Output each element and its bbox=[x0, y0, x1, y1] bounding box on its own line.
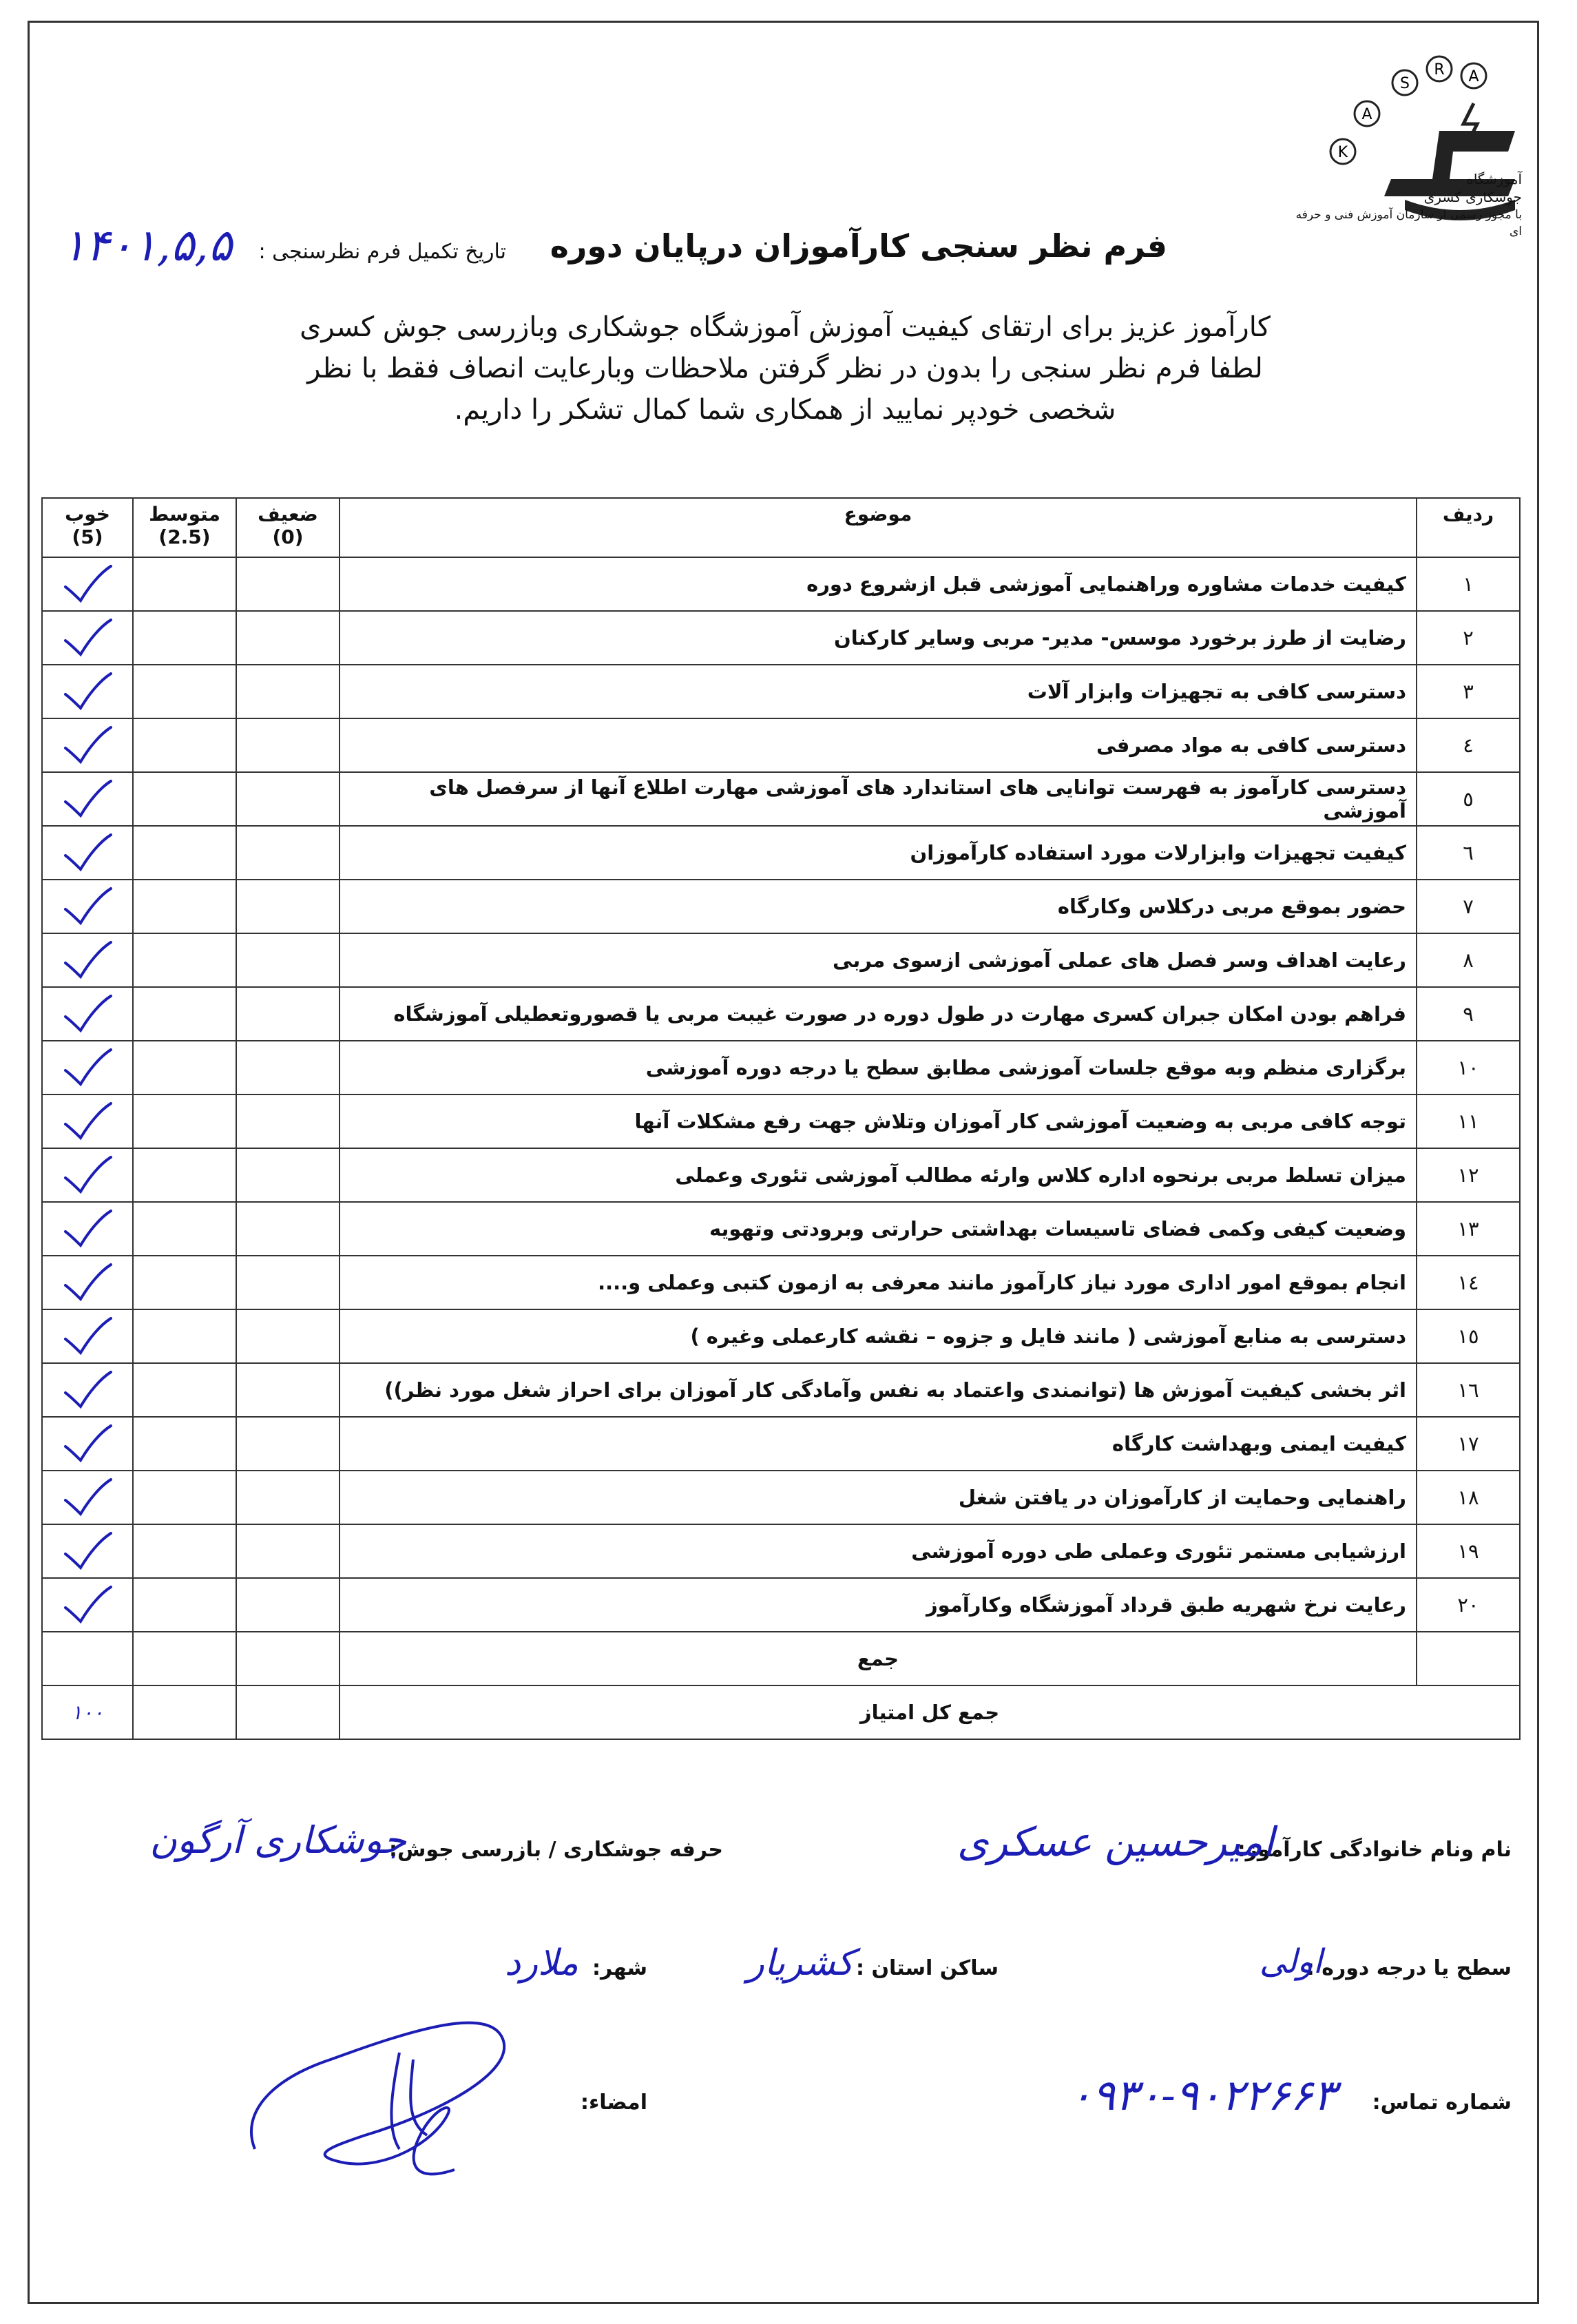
cell-medium bbox=[133, 1309, 236, 1363]
checkmark-icon bbox=[60, 940, 115, 981]
cell-good bbox=[42, 1094, 133, 1148]
cell-medium bbox=[133, 1578, 236, 1632]
row-topic: اثر بخشی کیفیت آموزش ها (توانمندی واعتماد به نفس وآمادگی کار آموزان برای احراز شغل مورد نظر)) bbox=[340, 1363, 1417, 1417]
checkmark-icon bbox=[60, 725, 115, 766]
table-row bbox=[42, 611, 1520, 665]
checkmark-icon bbox=[60, 1423, 115, 1464]
cell-good bbox=[42, 1148, 133, 1202]
table-row bbox=[42, 1363, 1520, 1417]
table-row bbox=[42, 1256, 1520, 1309]
table-row bbox=[42, 1578, 1520, 1632]
cell-good bbox=[42, 880, 133, 933]
row-topic: راهنمایی وحمایت از کارآموزان در یافتن شغل bbox=[340, 1471, 1417, 1524]
cell-medium bbox=[133, 1041, 236, 1094]
table-row bbox=[42, 772, 1520, 826]
cell-weak bbox=[236, 1309, 340, 1363]
logo-badge-a: A bbox=[1361, 106, 1372, 123]
row-number: ۱۸ bbox=[1417, 1471, 1520, 1524]
cell-good bbox=[42, 718, 133, 772]
checkmark-icon bbox=[60, 1531, 115, 1572]
city-label: شهر: bbox=[592, 1956, 647, 1980]
checkmark-icon bbox=[60, 1047, 115, 1088]
cell-medium bbox=[133, 1256, 236, 1309]
cell-medium bbox=[133, 1363, 236, 1417]
cell-good bbox=[42, 933, 133, 987]
checkmark-icon bbox=[60, 1369, 115, 1411]
table-row bbox=[42, 1309, 1520, 1363]
row-number: ۱۷ bbox=[1417, 1417, 1520, 1471]
row-number: ۳ bbox=[1417, 665, 1520, 718]
row-topic: رضایت از طرز برخورد موسس- مدیر- مربی وسایر کارکنان bbox=[340, 611, 1417, 665]
cell-weak bbox=[236, 1256, 340, 1309]
checkmark-icon bbox=[60, 671, 115, 712]
checkmark-icon bbox=[60, 1101, 115, 1142]
logo-line-1: آموزشگاه bbox=[1466, 171, 1522, 187]
intro-paragraph bbox=[62, 307, 1508, 430]
table-row bbox=[42, 557, 1520, 611]
header-good-label: خوب bbox=[65, 503, 110, 526]
row-number: ۲۰ bbox=[1417, 1578, 1520, 1632]
cell-good bbox=[42, 665, 133, 718]
row-topic: کیفیت خدمات مشاوره وراهنمایی آموزشی قبل ازشروع دوره bbox=[340, 557, 1417, 611]
cell-good bbox=[42, 987, 133, 1041]
cell-medium bbox=[133, 1417, 236, 1471]
logo-badge-r: R bbox=[1434, 61, 1445, 79]
row-topic: رعایت اهداف وسر فصل های عملی آموزشی ازسوی مربی bbox=[340, 933, 1417, 987]
sum-row bbox=[42, 1632, 1520, 1685]
cell-good bbox=[42, 611, 133, 665]
cell-weak bbox=[236, 611, 340, 665]
cell-medium bbox=[133, 665, 236, 718]
cell-good bbox=[42, 1578, 133, 1632]
table-row bbox=[42, 1041, 1520, 1094]
row-topic: توجه کافی مربی به وضعیت آموزشی کار آموزان وتلاش جهت رفع مشکلات آنها bbox=[340, 1094, 1417, 1148]
checkmark-icon bbox=[60, 563, 115, 605]
form-title: فرم نظر سنجی کارآموزان درپایان دوره bbox=[550, 227, 1167, 264]
header-medium-score: (2.5) bbox=[158, 526, 211, 548]
checkmark-icon bbox=[60, 617, 115, 658]
cell-medium bbox=[133, 1471, 236, 1524]
cell-good bbox=[42, 1524, 133, 1578]
cell-weak bbox=[236, 933, 340, 987]
sum-label: جمع bbox=[340, 1632, 1417, 1685]
logo-line-2: جوشکاری کسری bbox=[1423, 189, 1522, 205]
table-row bbox=[42, 1094, 1520, 1148]
row-number: ۱٦ bbox=[1417, 1363, 1520, 1417]
row-topic: فراهم بودن امکان جبران کسری مهارت در طول دوره در صورت غیبت مربی یا قصوروتعطیلی آموزشگاه bbox=[340, 987, 1417, 1041]
cell-weak bbox=[236, 880, 340, 933]
province-label: ساکن استان : bbox=[856, 1956, 999, 1980]
cell-medium bbox=[133, 1094, 236, 1148]
row-topic: انجام بموقع امور اداری مورد نیاز کارآموز مانند معرفی به ازمون کتبی وعملی و.... bbox=[340, 1256, 1417, 1309]
row-number: ٦ bbox=[1417, 826, 1520, 880]
total-row bbox=[42, 1685, 1520, 1739]
logo-badge-s: S bbox=[1400, 75, 1410, 92]
cell-medium bbox=[133, 826, 236, 880]
intro-line-1: کارآموز عزیز برای ارتقای کیفیت آموزش آموزشگاه جوشکاری وبازرسی جوش کسری bbox=[300, 311, 1271, 343]
row-number: ۱۳ bbox=[1417, 1202, 1520, 1256]
cell-medium bbox=[133, 987, 236, 1041]
table-row bbox=[42, 880, 1520, 933]
row-topic: ارزشیابی مستمر تئوری وعملی طی دوره آموزشی bbox=[340, 1524, 1417, 1578]
table-row bbox=[42, 665, 1520, 718]
cell-good bbox=[42, 1202, 133, 1256]
cell-good bbox=[42, 826, 133, 880]
table-row bbox=[42, 1202, 1520, 1256]
cell-good bbox=[42, 1363, 133, 1417]
checkmark-icon bbox=[60, 993, 115, 1035]
cell-good bbox=[42, 772, 133, 826]
cell-weak bbox=[236, 772, 340, 826]
date-label: تاریخ تکمیل فرم نظرسنجی : bbox=[258, 240, 506, 264]
table-row bbox=[42, 826, 1520, 880]
cell-medium bbox=[133, 557, 236, 611]
row-topic: دسترسی کارآموز به فهرست توانایی های استاندارد های آموزشی مهارت اطلاع آنها از سرفصل های آموزشی bbox=[340, 772, 1417, 826]
cell-weak bbox=[236, 987, 340, 1041]
cell-weak bbox=[236, 1202, 340, 1256]
level-label: سطح یا درجه دوره : bbox=[1306, 1956, 1512, 1980]
logo-badge-a2: A bbox=[1468, 68, 1479, 85]
name-value: امیرحسین عسکری bbox=[957, 1818, 1274, 1865]
logo-line-3: با مجوز رسمی از سازمان آموزش فنی و حرفه ای bbox=[1295, 208, 1522, 238]
cell-weak bbox=[236, 1471, 340, 1524]
survey-table bbox=[41, 497, 1521, 1740]
cell-weak bbox=[236, 718, 340, 772]
cell-weak bbox=[236, 1094, 340, 1148]
logo-badge-k: K bbox=[1337, 144, 1348, 161]
cell-weak bbox=[236, 1363, 340, 1417]
cell-good bbox=[42, 1041, 133, 1094]
table-row bbox=[42, 1417, 1520, 1471]
table-row bbox=[42, 1471, 1520, 1524]
cell-good bbox=[42, 1471, 133, 1524]
table-row bbox=[42, 1148, 1520, 1202]
row-number: ۱ bbox=[1417, 557, 1520, 611]
province-value: کشریار bbox=[746, 1942, 854, 1984]
checkmark-icon bbox=[60, 1262, 115, 1303]
header-medium-label: متوسط bbox=[149, 503, 220, 526]
table-row bbox=[42, 718, 1520, 772]
city-value: ملارد bbox=[504, 1942, 578, 1984]
cell-weak bbox=[236, 1041, 340, 1094]
header-good bbox=[42, 498, 133, 557]
phone-value: ۰۹۳۰-۹۰۲۲۶۶۳ bbox=[1069, 2070, 1336, 2120]
signature-image bbox=[227, 1977, 551, 2204]
table-row bbox=[42, 987, 1520, 1041]
row-number: ۱۱ bbox=[1417, 1094, 1520, 1148]
cell-weak bbox=[236, 557, 340, 611]
cell-weak bbox=[236, 665, 340, 718]
table-header-row bbox=[42, 498, 1520, 557]
cell-good bbox=[42, 557, 133, 611]
row-topic: دسترسی کافی به تجهیزات وابزار آلات bbox=[340, 665, 1417, 718]
cell-medium bbox=[133, 611, 236, 665]
header-good-score: (5) bbox=[72, 526, 103, 548]
name-label: نام ونام خانوادگی کارآموز: bbox=[1237, 1838, 1512, 1862]
cell-weak bbox=[236, 826, 340, 880]
cell-medium bbox=[133, 1524, 236, 1578]
cell-medium bbox=[133, 933, 236, 987]
intro-line-2: لطفا فرم نظر سنجی را بدون در نظر گرفتن ملاحظات وبارعایت انصاف فقط با نظر bbox=[307, 353, 1263, 384]
checkmark-icon bbox=[60, 1316, 115, 1357]
row-number: ٤ bbox=[1417, 718, 1520, 772]
total-label: جمع کل امتیاز bbox=[340, 1685, 1520, 1739]
cell-medium bbox=[133, 1148, 236, 1202]
header-weak bbox=[236, 498, 340, 557]
row-number: ۷ bbox=[1417, 880, 1520, 933]
row-number: ۲ bbox=[1417, 611, 1520, 665]
header-medium bbox=[133, 498, 236, 557]
cell-medium bbox=[133, 772, 236, 826]
cell-weak bbox=[236, 1524, 340, 1578]
date-value: ۱۴۰۱,۵,۵ bbox=[62, 220, 232, 271]
cell-medium bbox=[133, 1202, 236, 1256]
checkmark-icon bbox=[60, 1154, 115, 1196]
row-number: ٥ bbox=[1417, 772, 1520, 826]
intro-line-3: شخصی خودپر نمایید از همکاری شما کمال تشکر را داریم. bbox=[454, 394, 1116, 426]
row-topic: کیفیت ایمنی وبهداشت کارگاه bbox=[340, 1417, 1417, 1471]
cell-weak bbox=[236, 1578, 340, 1632]
row-number: ۱۹ bbox=[1417, 1524, 1520, 1578]
header-weak-label: ضعیف bbox=[258, 503, 318, 526]
header-row-number: ردیف bbox=[1417, 498, 1520, 557]
checkmark-icon bbox=[60, 1477, 115, 1518]
row-topic: برگزاری منظم وبه موقع جلسات آموزشی مطابق سطح یا درجه دوره آموزشی bbox=[340, 1041, 1417, 1094]
header-weak-score: (0) bbox=[272, 526, 304, 548]
level-value: اولی bbox=[1259, 1942, 1322, 1981]
table-row bbox=[42, 1524, 1520, 1578]
row-number: ۱٤ bbox=[1417, 1256, 1520, 1309]
row-number: ۱٥ bbox=[1417, 1309, 1520, 1363]
trade-label: حرفه جوشکاری / بازرسی جوش: bbox=[388, 1838, 723, 1862]
checkmark-icon bbox=[60, 1208, 115, 1249]
row-number: ۹ bbox=[1417, 987, 1520, 1041]
checkmark-icon bbox=[60, 886, 115, 927]
cell-good bbox=[42, 1256, 133, 1309]
row-number: ۱۲ bbox=[1417, 1148, 1520, 1202]
checkmark-icon bbox=[60, 1584, 115, 1626]
cell-medium bbox=[133, 880, 236, 933]
row-number: ۸ bbox=[1417, 933, 1520, 987]
phone-label: شماره تماس: bbox=[1372, 2090, 1512, 2115]
row-number: ۱۰ bbox=[1417, 1041, 1520, 1094]
table-row bbox=[42, 933, 1520, 987]
row-topic: کیفیت تجهیزات وابزارلات مورد استفاده کارآموزان bbox=[340, 826, 1417, 880]
row-topic: دسترسی به منابع آموزشی ( مانند فایل و جزوه – نقشه کارعملی وغیره ) bbox=[340, 1309, 1417, 1363]
trade-value: جوشکاری آرگون bbox=[149, 1818, 406, 1862]
checkmark-icon bbox=[60, 832, 115, 873]
signature-label: امضاء: bbox=[580, 2090, 647, 2115]
cell-good bbox=[42, 1417, 133, 1471]
cell-medium bbox=[133, 718, 236, 772]
cell-good bbox=[42, 1309, 133, 1363]
total-value: ۱۰۰ bbox=[42, 1685, 133, 1739]
header-topic: موضوع bbox=[340, 498, 1417, 557]
cell-weak bbox=[236, 1148, 340, 1202]
row-topic: حضور بموقع مربی درکلاس وکارگاه bbox=[340, 880, 1417, 933]
checkmark-icon bbox=[60, 778, 115, 820]
cell-weak bbox=[236, 1417, 340, 1471]
row-topic: رعایت نرخ شهریه طبق قرداد آموزشگاه وکارآموز bbox=[340, 1578, 1417, 1632]
row-topic: دسترسی کافی به مواد مصرفی bbox=[340, 718, 1417, 772]
row-topic: میزان تسلط مربی برنحوه اداره کلاس وارئه مطالب آموزشی تئوری وعملی bbox=[340, 1148, 1417, 1202]
row-topic: وضعیت کیفی وکمی فضای تاسیسات بهداشتی حرارتی وبرودتی وتهویه bbox=[340, 1202, 1417, 1256]
